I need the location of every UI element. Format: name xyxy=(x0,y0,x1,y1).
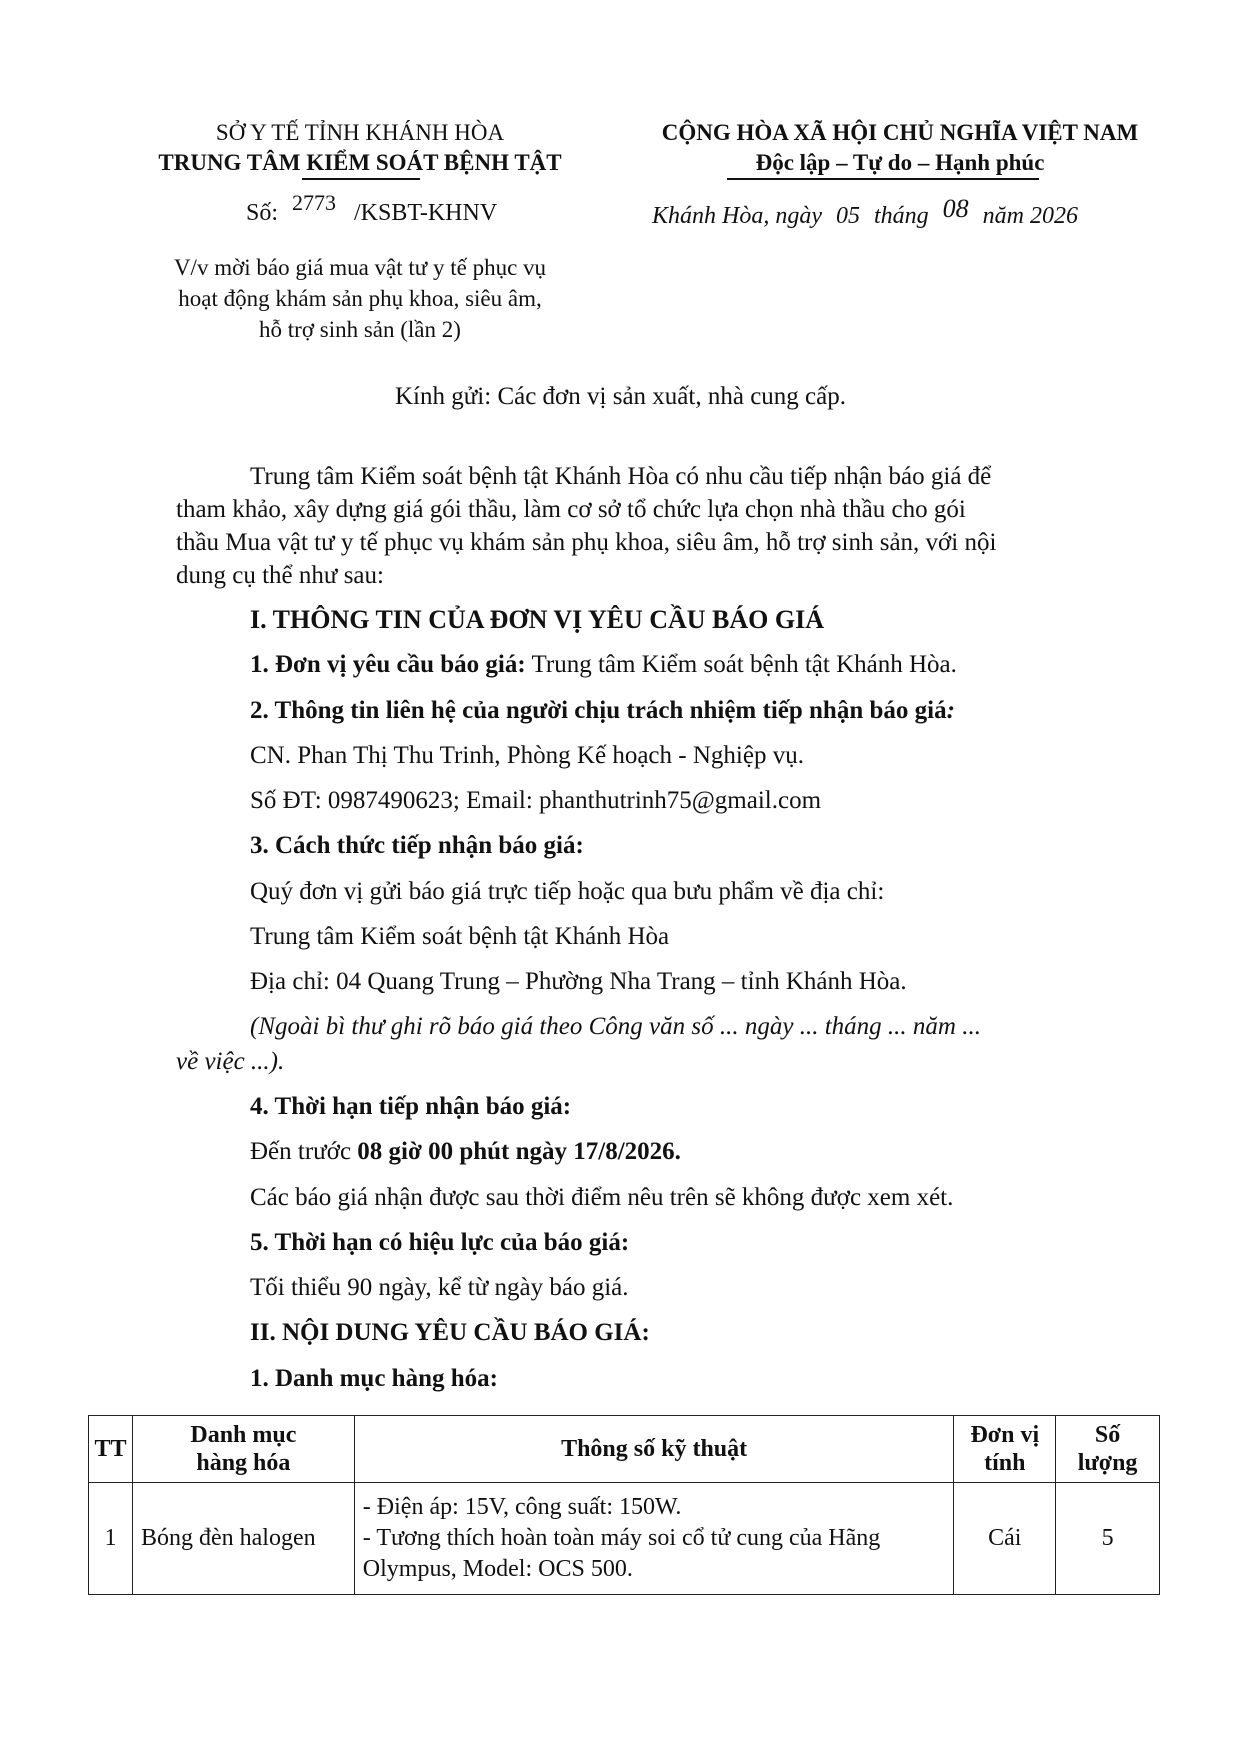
date-month-label: tháng xyxy=(874,203,929,229)
method-line: Quý đơn vị gửi báo giá trực tiếp hoặc qua bưu phẩm về địa chỉ: xyxy=(250,878,885,905)
number-value: 2773 xyxy=(292,190,337,215)
requester-label: 1. Đơn vị yêu cầu báo giá: xyxy=(250,651,526,678)
envelope-note: (Ngoài bì thư ghi rõ báo giá theo Công văn số ... ngày ... tháng ... năm ... xyxy=(250,1013,981,1040)
national-title: CỘNG HÒA XÃ HỘI CHỦ NGHĨA VIỆT NAM xyxy=(661,120,1139,145)
cell-unit: Cái xyxy=(954,1483,1056,1595)
date-year: năm 2026 xyxy=(982,203,1079,229)
subject-line: V/v mời báo giá mua vật tư y tế phục vụ xyxy=(173,255,547,280)
header-right xyxy=(620,118,1180,178)
national-motto: Độc lập – Tự do – Hạnh phúc xyxy=(755,150,1045,175)
deadline-prefix: Đến trước xyxy=(250,1138,358,1165)
col-header-name-line: hàng hóa xyxy=(196,1450,291,1476)
section-1-title: I. THÔNG TIN CỦA ĐƠN VỊ YÊU CẦU BÁO GIÁ xyxy=(250,605,825,634)
method-heading: 3. Cách thức tiếp nhận báo giá: xyxy=(250,832,584,859)
deadline-row xyxy=(250,1138,681,1166)
cell-tt: 1 xyxy=(89,1483,133,1595)
requester-row xyxy=(250,651,957,679)
deadline-value: 08 giờ 00 phút ngày 17/8/2026. xyxy=(357,1138,681,1165)
motto-underline xyxy=(727,178,1039,180)
cell-spec xyxy=(354,1483,954,1595)
validity-value: Tối thiểu 90 ngày, kể từ ngày báo giá. xyxy=(250,1274,629,1301)
col-header-qty-line: Số xyxy=(1094,1422,1121,1448)
cell-qty: 5 xyxy=(1056,1483,1160,1595)
place-date xyxy=(652,194,1079,230)
contact-heading xyxy=(250,697,955,725)
intro-paragraph xyxy=(176,460,1176,592)
col-header-tt: TT xyxy=(89,1416,133,1483)
intro-line: thầu Mua vật tư y tế phục vụ khám sản phụ khoa, siêu âm, hỗ trợ sinh sản, với nội xyxy=(176,529,997,556)
goods-list-heading: 1. Danh mục hàng hóa: xyxy=(250,1365,498,1392)
intro-line: Trung tâm Kiểm soát bệnh tật Khánh Hòa có nhu cầu tiếp nhận báo giá để xyxy=(250,463,992,490)
number-label: Số: xyxy=(246,200,279,226)
header-left xyxy=(120,118,600,178)
document-number xyxy=(246,190,498,228)
subject xyxy=(120,252,600,345)
deadline-note: Các báo giá nhận được sau thời điểm nêu trên sẽ không được xem xét. xyxy=(250,1184,954,1211)
subject-line: hoạt động khám sản phụ khoa, siêu âm, xyxy=(178,286,542,311)
table-row xyxy=(89,1483,1160,1595)
date-month: 08 xyxy=(942,194,969,223)
requester-value: Trung tâm Kiểm soát bệnh tật Khánh Hòa. xyxy=(525,651,957,678)
method-address: Địa chỉ: 04 Quang Trung – Phường Nha Trang – tỉnh Khánh Hòa. xyxy=(250,968,907,995)
col-header-unit xyxy=(954,1416,1056,1483)
col-header-spec: Thông số kỹ thuật xyxy=(354,1416,954,1483)
contact-label: 2. Thông tin liên hệ của người chịu trách nhiệm tiếp nhận báo giá xyxy=(250,697,947,724)
col-header-qty xyxy=(1056,1416,1160,1483)
cell-name: Bóng đèn halogen xyxy=(132,1483,354,1595)
contact-phone-email: Số ĐT: 0987490623; Email: phanthutrinh75@gmail.com xyxy=(250,787,822,814)
intro-line: tham khảo, xây dựng giá gói thầu, làm cơ sở tổ chức lựa chọn nhà thầu cho gói xyxy=(176,496,966,523)
col-header-unit-line: Đơn vị xyxy=(970,1422,1040,1448)
envelope-note-cont: về việc ...). xyxy=(176,1048,285,1075)
spec-line: Olympus, Model: OCS 500. xyxy=(362,1556,633,1582)
contact-colon: : xyxy=(946,697,955,724)
col-header-unit-line: tính xyxy=(984,1450,1026,1476)
subject-line: hỗ trợ sinh sản (lần 2) xyxy=(259,317,461,342)
col-header-name xyxy=(132,1416,354,1483)
date-day: 05 xyxy=(836,203,860,229)
section-2-title: II. NỘI DUNG YÊU CẦU BÁO GIÁ: xyxy=(250,1319,650,1346)
col-header-name-line: Danh mục xyxy=(190,1422,297,1448)
col-header-qty-line: lượng xyxy=(1077,1450,1138,1476)
date-prefix: Khánh Hòa, ngày xyxy=(652,203,822,229)
salutation: Kính gửi: Các đơn vị sản xuất, nhà cung cấp. xyxy=(395,383,846,410)
table-header-row xyxy=(89,1416,1160,1483)
intro-line: dung cụ thể như sau: xyxy=(176,562,384,589)
department-name: SỞ Y TẾ TỈNH KHÁNH HÒA xyxy=(215,120,505,145)
goods-table xyxy=(88,1415,1160,1595)
number-suffix: /KSBT-KHNV xyxy=(354,200,498,226)
org-underline xyxy=(302,178,420,180)
method-line: Trung tâm Kiểm soát bệnh tật Khánh Hòa xyxy=(250,923,670,950)
contact-name: CN. Phan Thị Thu Trinh, Phòng Kế hoạch - Nghiệp vụ. xyxy=(250,742,804,769)
deadline-heading: 4. Thời hạn tiếp nhận báo giá: xyxy=(250,1093,572,1120)
spec-line: - Điện áp: 15V, công suất: 150W. xyxy=(362,1494,682,1520)
organization-name: TRUNG TÂM KIỂM SOÁT BỆNH TẬT xyxy=(158,150,562,175)
spec-line: - Tương thích hoàn toàn máy soi cổ tử cung của Hãng xyxy=(362,1525,881,1551)
validity-heading: 5. Thời hạn có hiệu lực của báo giá: xyxy=(250,1229,630,1256)
